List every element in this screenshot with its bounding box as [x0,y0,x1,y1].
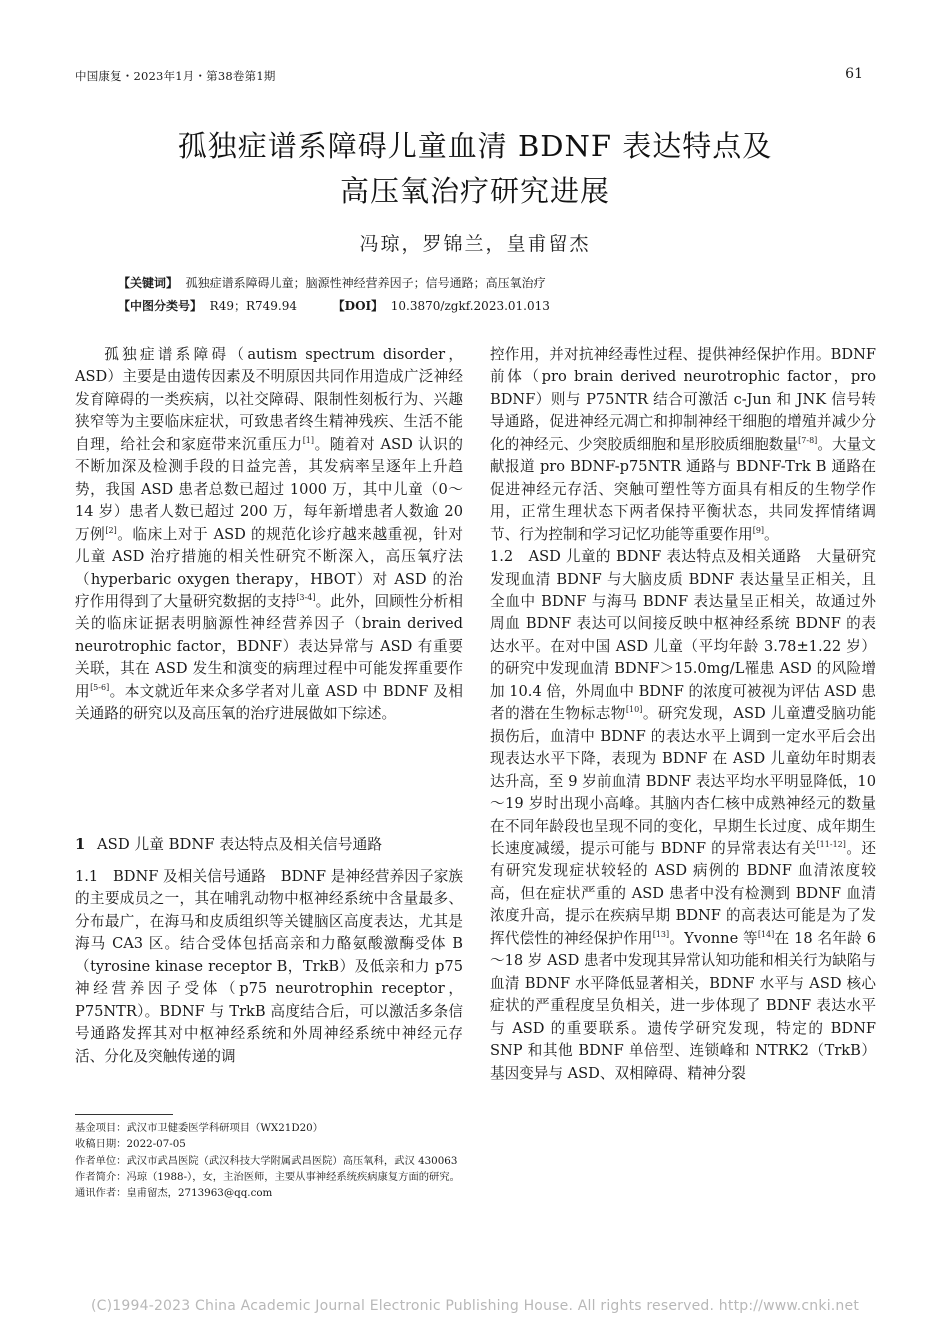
citation-ref: [1] [302,435,315,445]
subsection-1-2 [490,546,876,1085]
author-list: 冯琼，罗锦兰，皇甫留杰 [359,233,591,255]
right-text-c: 。 [764,525,779,543]
classification-line [118,297,550,314]
sub12-text-d: 。Yvonne 等 [669,929,758,947]
article-title-line-2: 高压氧治疗研究进展 [339,174,610,208]
citation-ref: [14] [757,929,775,939]
clc-code: R49；R749.94 [209,299,297,313]
sub12-text-a: 大量研究发现血清 BDNF 与大脑皮质 BDNF 表达量呈正相关，且全血中 BDNF 与海马 BDNF 表达量呈正相关，故通过外周血 BDNF 表达可以间接反映中枢神经系统 BDNF 的表达水平。在对中国 ASD 儿童（平均年龄 3.78±1.22 岁）的研究中发现血清 BDNF＞15.0mg/L罹患 ASD 的风险增加 10.4 倍，外周血中 BDNF 的浓度可被视为评估 ASD 患者的潜在生物标志物 [490,548,876,723]
footnote-divider [75,1114,173,1115]
footnote-affiliation: 作者单位：武汉市武昌医院（武汉科技大学附属武昌医院）高压氧科，武汉 430063 [75,1154,458,1167]
page-number: 61 [845,66,863,82]
copyright-notice: (C)1994-2023 China Academic Journal Electronic Publishing House. All rights reserved. http://www.cnki.net [90,1298,860,1314]
footnote-received: 收稿日期：2022-07-05 [75,1138,186,1151]
keywords: 孤独症谱系障碍儿童；脑源性神经营养因子；信号通路；高压氧治疗 [185,276,546,290]
continued-paragraph [490,344,876,546]
section-number: 1 [75,836,86,853]
citation-ref: [11-12] [816,839,846,849]
subsection-1-2-title: 1.2 ASD 儿童的 BDNF 表达特点及相关通路 [490,548,802,566]
subsection-1-1-text: BDNF 是神经营养因子家族的主要成员之一，其在哺乳动物中枢神经系统中含量最多、分布最广，在海马和皮质组织等关键脑区高度表达，尤其是海马 CA3 区。结合受体包括高亲和力酪氨酸激酶受体 B（tyrosine kinase receptor B，TrkB）及低亲和力 p75 神经营养因子受体（p75 neurotrophin receptor，P75NTR）。BDNF 与 TrkB 高度结合后，可以激活多条信号通路发挥其对中枢神经系统和外周神经系统中神经元存活、分化及突触传递的调 [75,868,463,1065]
citation-ref: [3-4] [296,592,316,602]
right-text-a: 控作用，并对抗神经毒性过程、提供神经保护作用。BDNF 前体（pro brain derived neurotrophic factor，pro BDNF）则与 P75NTR 结合可激活 c-Jun 和 JNK 信号转导通路，促进神经元凋亡和抑制神经干细胞的增殖并减少分化的神经元、少突胶质细胞和星形胶质细胞数量 [490,346,876,453]
intro-text-a: 孤独症谱系障碍（autism spectrum disorder，ASD）主要是由遗传因素及不明原因共同作用造成广泛神经发育障碍的一类疾病，以社交障碍、限制性刻板行为、兴趣狭窄等为主要临床症状，可致患者终生精神残疾、生活不能自理，给社会和家庭带来沉重压力 [75,346,463,453]
clc-label: 【中图分类号】 [118,299,203,313]
journal-info: 中国康复・2023年1月・第38卷第1期 [75,69,276,83]
footnotes [75,1120,463,1201]
intro-text-d: 。此外，回顾性分析相关的临床证据表明脑源性神经营养因子（brain derived neurotrophic factor，BDNF）表达异常与 ASD 有重要关联，其在 ASD 发生和演变的病理过程中可能发挥重要作用 [75,592,463,700]
right-column [490,344,876,1085]
intro-text-e: 。本文就近年来众多学者对儿童 ASD 中 BDNF 及相关通路的研究以及高压氧的治疗进展做如下综述。 [75,682,463,723]
right-text-b: 。大量文献报道 pro BDNF-p75NTR 通路与 BDNF-Trk B 通路在促进神经元存活、突触可塑性等方面具有相反的生物学作用，正常生理状态下两者保持平衡状态，共同发挥情绪调节、行为控制和学习记忆功能等重要作用 [490,435,876,543]
keywords-line [118,274,546,291]
citation-ref: [5-6] [90,682,110,692]
subsection-1-1 [75,866,463,1068]
citation-ref: [10] [625,705,643,715]
section-title: ASD 儿童 BDNF 表达特点及相关信号通路 [97,836,383,853]
citation-ref: [9] [752,525,765,535]
footnote-fund: 基金项目：武汉市卫健委医学科研项目（WX21D20） [75,1122,324,1134]
article-title-line-1: 孤独症谱系障碍儿童血清 BDNF 表达特点及 [177,129,773,163]
keywords-label: 【关键词】 [118,276,179,290]
doi-value: 10.3870/zgkf.2023.01.013 [390,299,550,313]
intro-text-c: 。临床上对于 ASD 的规范化诊疗越来越重视，针对儿童 ASD 治疗措施的相关性研究不断深入，高压氧疗法（hyperbaric oxygen therapy，HBOT）对 ASD 的治疗作用得到了大量研究数据的支持 [75,525,463,610]
sub12-text-b: 。研究发现，ASD 儿童遭受脑功能损伤后，血清中 BDNF 的表达水平上调到一定水平后会出现表达水平下降，表现为 BDNF 在 ASD 儿童幼年时期表达升高，至 9 岁前血清 BDNF 表达平均水平明显降低，10～19 岁时出现小高峰。其脑内杏仁核中成熟神经元的数量在不同年龄段也呈现不同的变化，早期生长过度、成年期生长速度减缓，提示可能与 BDNF 的异常表达有关 [490,705,876,857]
footnote-corresponding: 通讯作者：皇甫留杰，2713963@qq.com [75,1187,273,1200]
footnote-author-bio: 作者简介：冯琼（1988-），女，主治医师，主要从事神经系统疾病康复方面的研究。 [75,1170,460,1183]
intro-paragraph [75,344,463,726]
left-column-intro [75,344,463,726]
citation-ref: [13] [652,929,670,939]
section-1-heading [75,833,382,854]
sub12-text-e: 在 18 名年龄 6～18 岁 ASD 患者中发现其异常认知功能和相关行为缺陷与血清 BDNF 水平降低显著相关，BDNF 水平与 ASD 核心症状的严重程度呈负相关，进一步体现了 BDNF 表达水平与 ASD 的重要联系。遗传学研究发现，特定的 BDNF SNP 和其他 BDNF 单倍型、连锁峰和 NTRK2（TrkB）基因变异与 ASD、双相障碍、精神分裂 [490,929,876,1082]
intro-text-b: 。随着对 ASD 认识的不断加深及检测手段的日益完善，其发病率呈逐年上升趋势，我国 ASD 患者总数已超过 1000 万，其中儿童（0～14 岁）患者人数已超过 200 万，每年新增患者人数逾 20 万例 [75,435,463,543]
citation-ref: [7-8] [798,435,818,445]
doi-label: 【DOI】 [332,299,384,313]
subsection-1-1-title: 1.1 BDNF 及相关信号通路 [75,868,267,885]
running-header [75,66,875,86]
citation-ref: [2] [105,525,117,535]
sub12-text-c: 。还有研究发现症状较轻的 ASD 病例的 BDNF 血清浓度较高，但在症状严重的 ASD 患者中没有检测到 BDNF 血清浓度升高，提示在疾病早期 BDNF 的高表达可能是为了发挥代偿性的神经保护作用 [490,839,876,947]
